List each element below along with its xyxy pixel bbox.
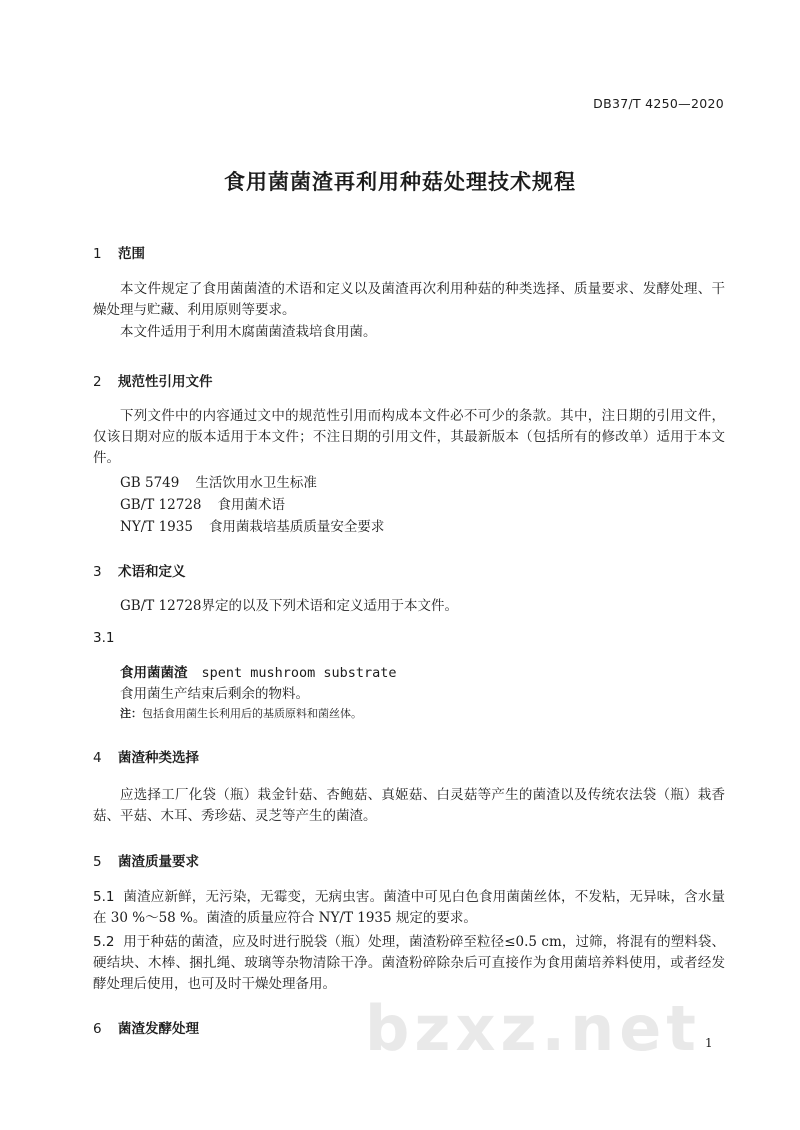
section-heading-1 [93,242,145,262]
paragraph: 下列文件中的内容通过文中的规范性引用而构成本文件必不可少的条款。其中，注日期的引用文件，仅该日期对应的版本适用于本文件；不注日期的引用文件，其最新版本（包括所有的修改单）适用于本文件。 [93,408,725,466]
section-heading-3 [93,560,186,580]
reference-code: NY/T 1935 [120,519,193,535]
section-heading-4 [93,746,199,766]
section-number: 5 [93,854,102,870]
paragraph: 本文件规定了食用菌菌渣的术语和定义以及菌渣再次利用种菇的种类选择、质量要求、发酵处理、干燥处理与贮藏、利用原则等要求。 [93,281,725,318]
term-entry [120,661,397,681]
section-title: 规范性引用文件 [118,374,213,390]
reference-code: GB 5749 [120,475,180,491]
page-number: 1 [705,1036,713,1050]
section-title: 菌渣发酵处理 [118,1021,199,1037]
term-english: spent mushroom substrate [201,665,397,681]
normative-reference [120,493,285,513]
standard-code: DB37/T 4250—2020 [593,96,724,111]
section-title: 菌渣质量要求 [118,854,199,870]
clause-number: 5.2 [93,934,115,950]
clause [93,932,725,995]
clause [93,887,725,929]
normative-reference [120,471,317,491]
section-heading-2 [93,370,213,390]
note [120,705,362,721]
normative-reference [120,515,384,535]
reference-code: GB/T 12728 [120,497,202,513]
paragraph: 应选择工厂化袋（瓶）栽金针菇、杏鲍菇、真姬菇、白灵菇等产生的菌渣以及传统农法袋（瓶）栽香菇、平菇、木耳、秀珍菇、灵芝等产生的菌渣。 [93,787,725,824]
section-heading-6 [93,1017,199,1037]
section-title: 范围 [118,246,145,262]
section-number: 1 [93,246,102,262]
section-number: 3 [93,564,102,580]
watermark: bzxz.net [365,992,701,1065]
reference-title: 生活饮用水卫生标准 [195,475,317,491]
clause-text: 用于种菇的菌渣，应及时进行脱袋（瓶）处理，菌渣粉碎至粒径≤0.5 cm，过筛，将混有的塑料袋、硬结块、木棒、捆扎绳、玻璃等杂物清除干净。菌渣粉碎除杂后可直接作为食用菌培养料使用，或者经发酵处理后使用，也可及时干燥处理备用。 [93,934,725,992]
section-number: 6 [93,1021,102,1037]
section-title: 菌渣种类选择 [118,750,199,766]
section-number: 2 [93,374,102,390]
subclause-number: 3.1 [93,630,115,646]
section-heading-5 [93,850,199,870]
note-label: 注： [120,707,142,720]
paragraph: GB/T 12728界定的以及下列术语和定义适用于本文件。 [120,598,458,614]
clause-number: 5.1 [93,889,115,905]
note-text: 包括食用菌生长利用后的基质原料和菌丝体。 [142,707,362,720]
term-definition: 食用菌生产结束后剩余的物料。 [120,686,309,702]
document-title: 食用菌菌渣再利用种菇处理技术规程 [224,170,576,194]
section-title: 术语和定义 [118,564,186,580]
section-number: 4 [93,750,102,766]
reference-title: 食用菌术语 [217,497,285,513]
clause-text: 菌渣应新鲜，无污染，无霉变，无病虫害。菌渣中可见白色食用菌菌丝体，不发粘，无异味，含水量在 30 %～58 %。菌渣的质量应符合 NY/T 1935 规定的要求。 [93,889,725,926]
reference-title: 食用菌栽培基质质量安全要求 [208,519,385,535]
term-chinese: 食用菌菌渣 [120,665,188,681]
paragraph: 本文件适用于利用木腐菌菌渣栽培食用菌。 [120,324,377,340]
